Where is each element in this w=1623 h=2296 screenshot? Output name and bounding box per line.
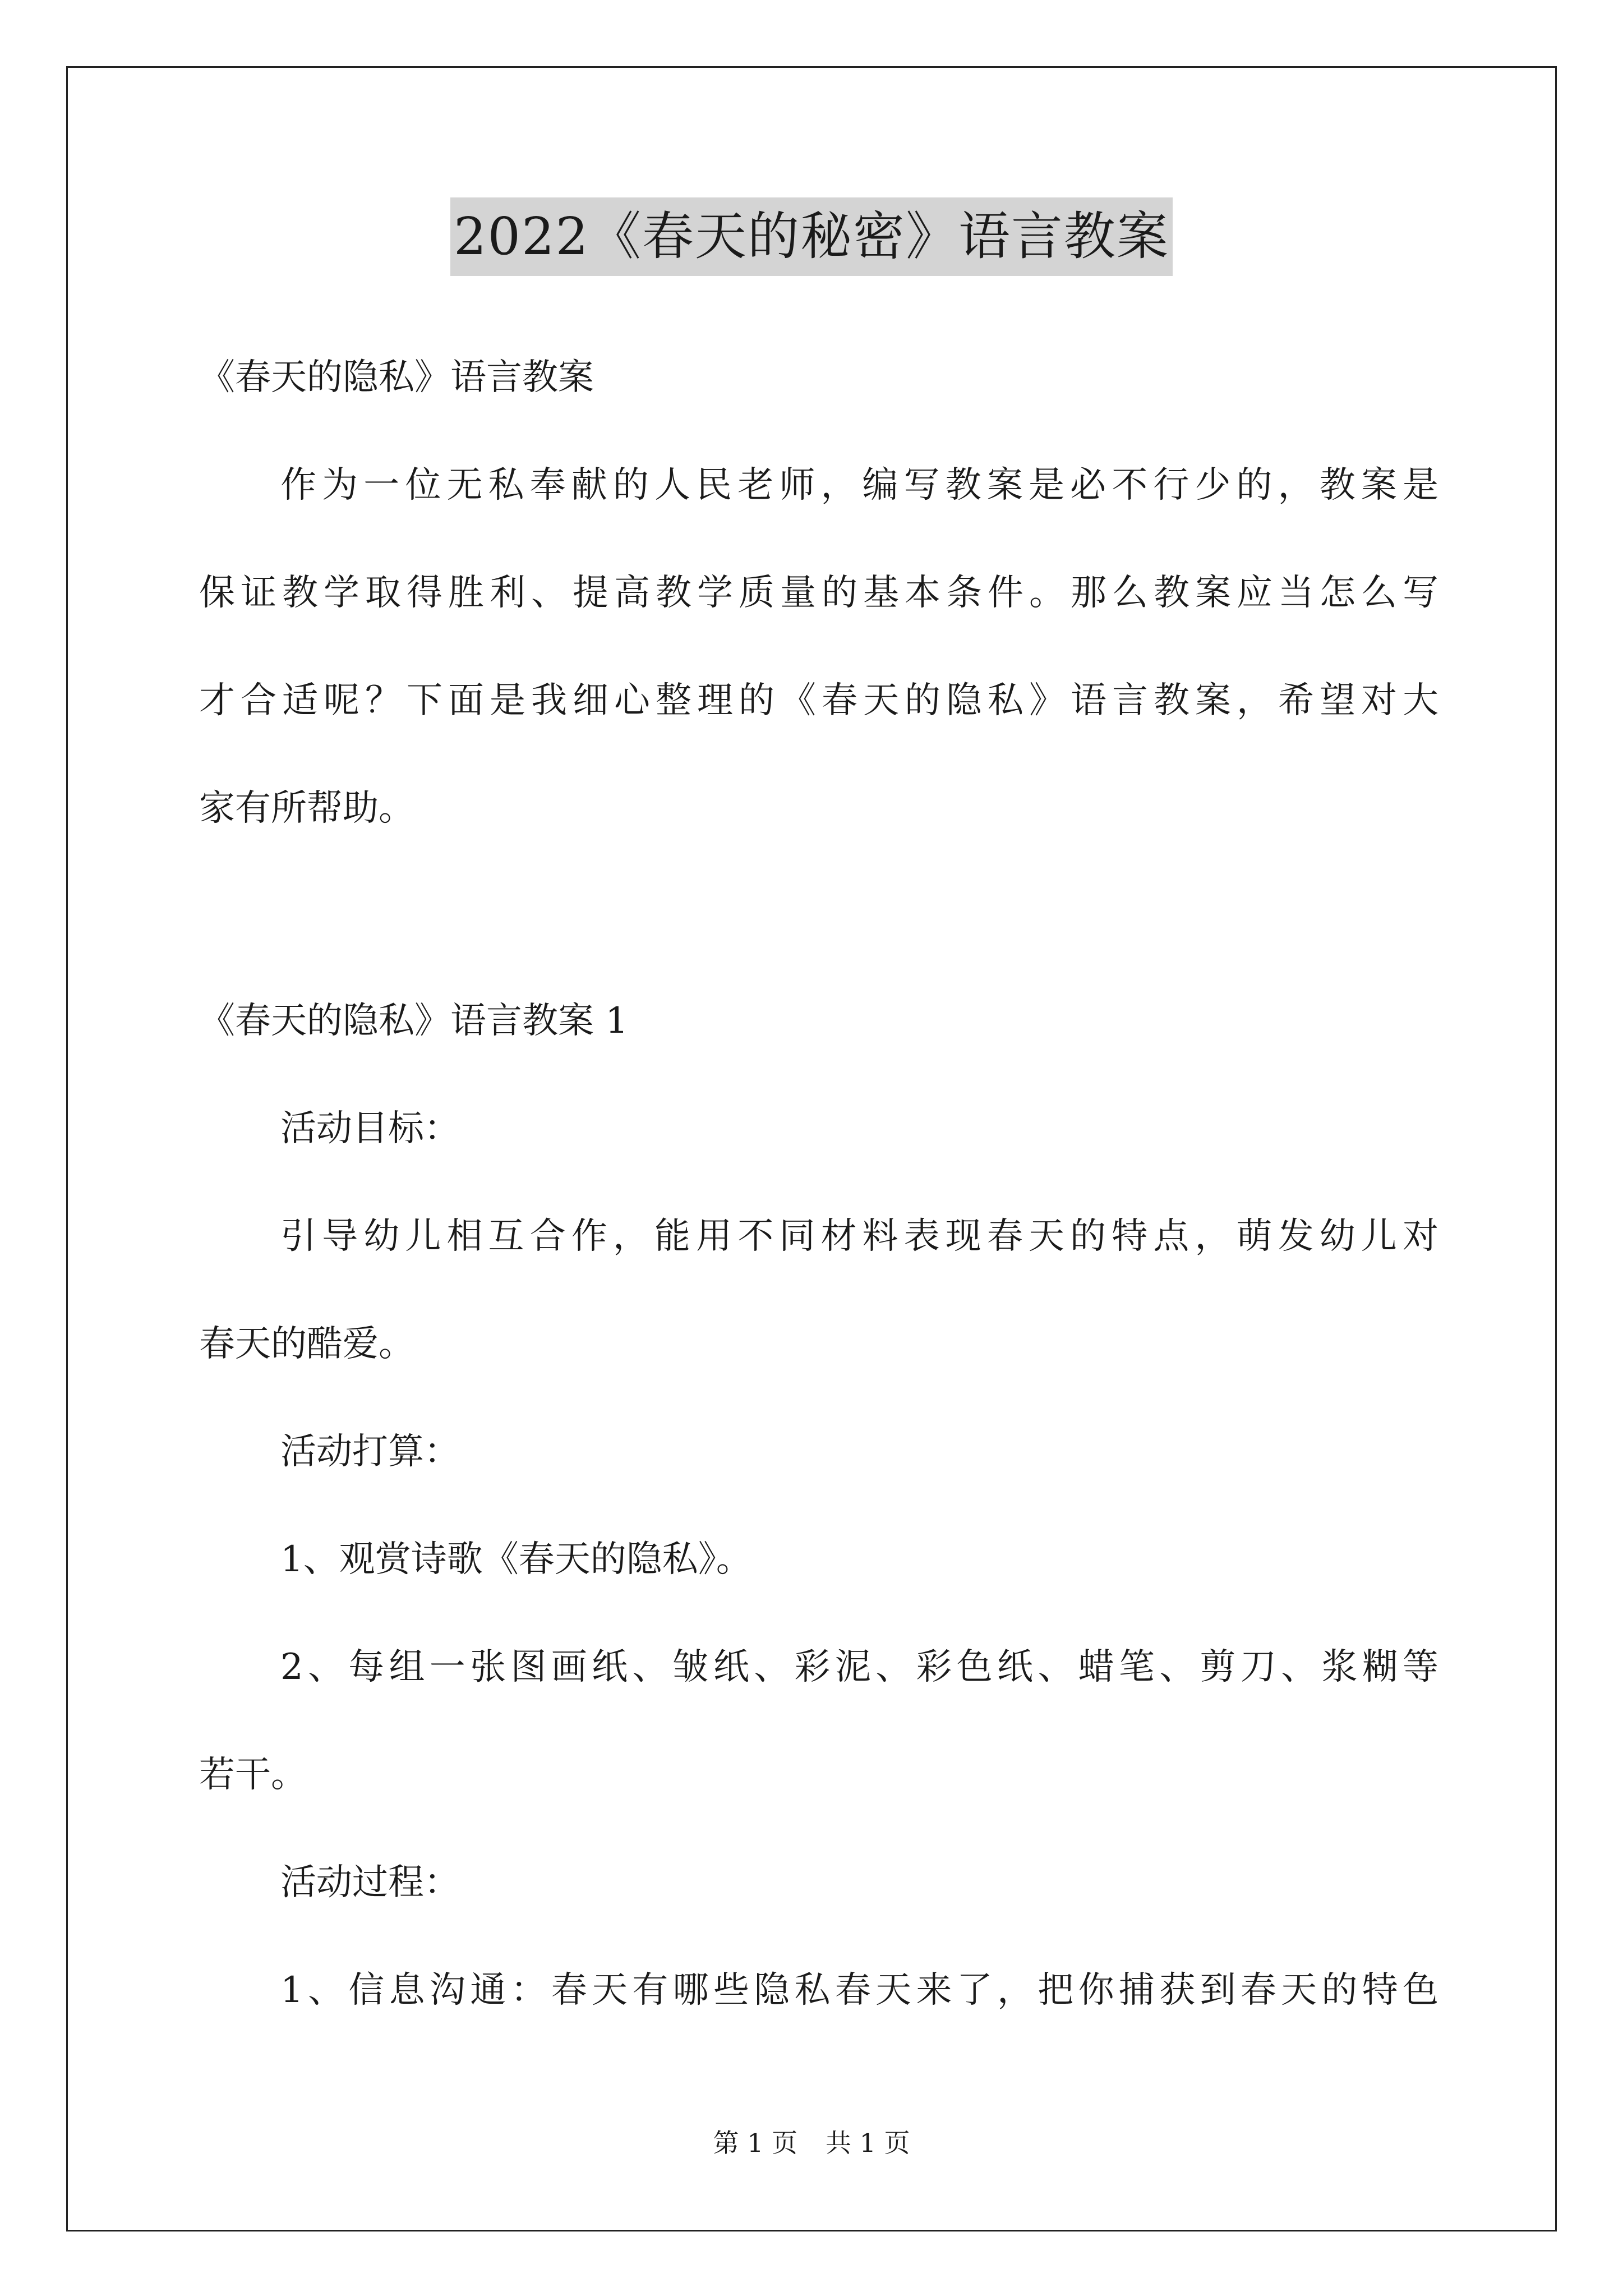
page-footer [0, 2126, 1623, 2160]
goal-label: 活动目标： [280, 1108, 460, 1149]
prep-item-1: 1、观赏诗歌《春天的隐私》。 [280, 1539, 752, 1580]
prep-item-2-cont: 若干。 [199, 1754, 307, 1796]
intro-line-3: 才合适呢？下面是我细心整理的《春天的隐私》语言教案，希望对大 [199, 680, 1438, 721]
prep-item-2: 2、每组一张图画纸、皱纸、彩泥、彩色纸、蜡笔、剪刀、浆糊等 [280, 1646, 1438, 1688]
goal-line-1: 引导幼儿相互合作，能用不同材料表现春天的特点，萌发幼儿对 [280, 1216, 1438, 1257]
process-item-1: 1、信息沟通：春天有哪些隐私春天来了，把你捕获到春天的特色 [280, 1970, 1438, 2011]
prep-label: 活动打算： [280, 1431, 460, 1473]
intro-line-1: 作为一位无私奉献的人民老师，编写教案是必不行少的，教案是 [280, 464, 1438, 506]
section-heading: 《春天的隐私》语言教案 1 [199, 1000, 629, 1042]
title-container [0, 197, 1623, 276]
page-total: 共 1 页 [826, 2128, 910, 2158]
document-title: 2022《春天的秘密》语言教案 [450, 197, 1173, 276]
intro-line-4: 家有所帮助。 [199, 788, 414, 829]
page-number: 第 1 页 [713, 2128, 797, 2158]
subtitle: 《春天的隐私》语言教案 [199, 357, 594, 398]
goal-line-2: 春天的酷爱。 [199, 1323, 414, 1365]
process-label: 活动过程： [280, 1862, 460, 1903]
intro-line-2: 保证教学取得胜利、提高教学质量的基本条件。那么教案应当怎么写 [199, 572, 1438, 614]
